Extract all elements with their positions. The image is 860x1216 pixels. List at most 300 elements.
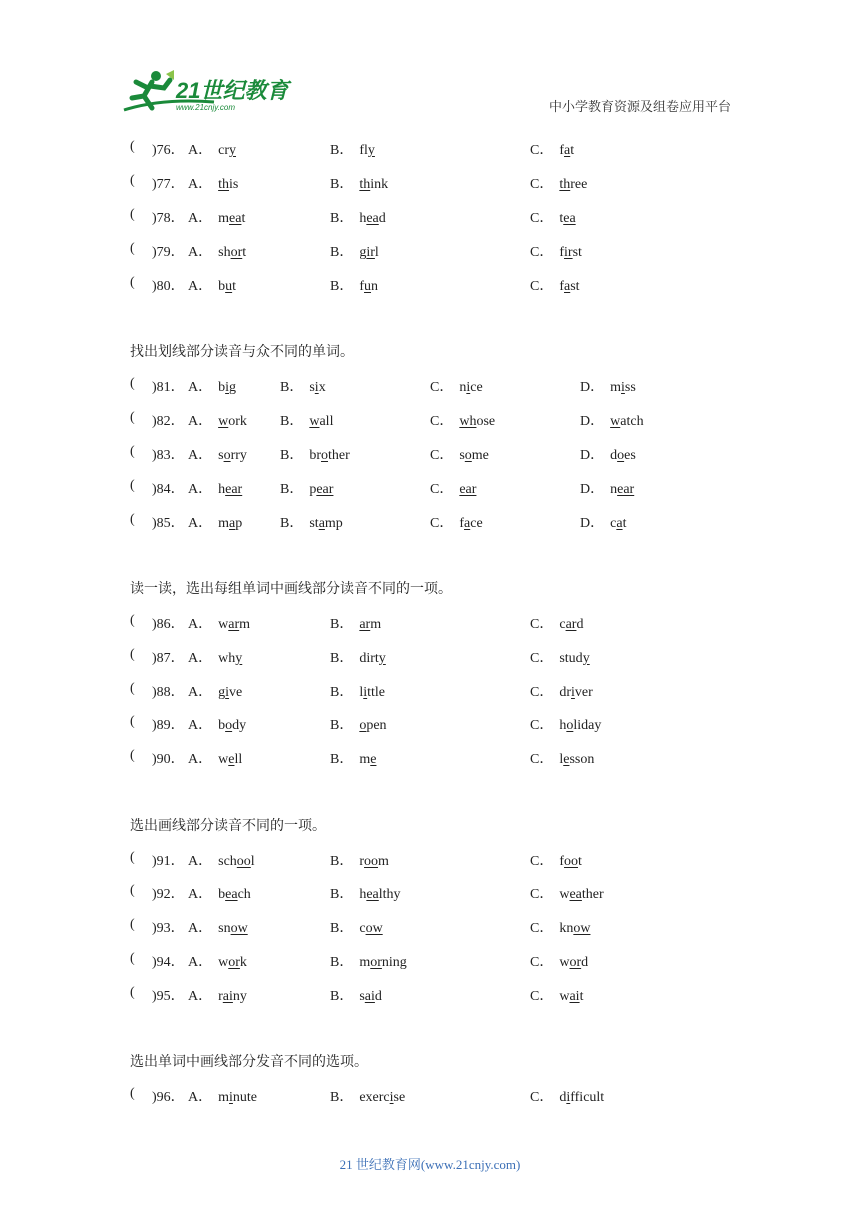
option-label: A． (188, 380, 213, 395)
option-word (459, 482, 476, 497)
option-word: beach (218, 887, 251, 902)
option-word: big (218, 380, 237, 395)
option-b (280, 444, 350, 464)
option-word: snow (218, 921, 248, 936)
option-c (530, 681, 593, 701)
option-b (280, 512, 343, 532)
option-label: B． (330, 955, 354, 970)
option-b (330, 1086, 405, 1106)
option-c (530, 275, 580, 295)
option-word: warm (218, 617, 251, 632)
answer-blank-open[interactable]: ( (130, 478, 135, 493)
option-label: A． (188, 752, 213, 767)
option-d (580, 478, 634, 498)
underlined-part: i (363, 685, 368, 700)
option-word: whose (459, 414, 496, 429)
option-label: B． (330, 651, 354, 666)
option-word: why (218, 651, 243, 666)
answer-blank-open[interactable]: ( (130, 444, 135, 459)
option-a (188, 714, 246, 734)
option-word: cat (610, 516, 627, 531)
option-c (530, 139, 574, 159)
option-c (430, 376, 483, 396)
svg-text:21世纪教育: 21世纪教育 (176, 78, 289, 103)
svg-text:www.21cnjy.com: www.21cnjy.com (176, 103, 235, 112)
question-number: )76． (152, 143, 185, 158)
option-b (330, 714, 387, 734)
option-a (188, 613, 250, 633)
option-word: cry (218, 143, 237, 158)
option-d (580, 410, 644, 430)
option-label: B． (330, 921, 354, 936)
answer-blank-open[interactable]: ( (130, 275, 135, 290)
option-a (188, 241, 246, 261)
underlined-part: or (370, 955, 382, 970)
option-label: A． (188, 245, 213, 260)
option-word: minute (218, 1090, 258, 1105)
option-word: first (559, 245, 582, 260)
option-word: little (359, 685, 386, 700)
option-label: B． (330, 143, 354, 158)
option-a (188, 173, 238, 193)
option-word: girl (359, 245, 379, 260)
option-label: A． (188, 279, 213, 294)
question-number: )86． (152, 617, 185, 632)
option-c (530, 714, 601, 734)
underlined-part: o (464, 448, 472, 463)
option-a (188, 207, 245, 227)
underlined-part: o (225, 718, 233, 733)
underlined-part: ea (225, 887, 238, 902)
option-label: C． (530, 651, 554, 666)
option-c (530, 647, 590, 667)
option-b (330, 748, 376, 768)
option-word: fly (359, 143, 375, 158)
option-label: C． (430, 380, 454, 395)
option-label: B． (280, 380, 304, 395)
underlined-part: ea (563, 211, 576, 226)
underlined-part: a (564, 143, 571, 158)
underlined-part: i (621, 380, 625, 395)
option-word: short (218, 245, 247, 260)
option-a (188, 917, 248, 937)
underlined-part: y (378, 651, 386, 666)
option-label: C． (530, 752, 554, 767)
underlined-part: ear (316, 482, 334, 497)
option-c (430, 512, 483, 532)
option-word: three (559, 177, 588, 192)
option-label: A． (188, 211, 213, 226)
option-word: foot (559, 854, 582, 869)
question-number: )88． (152, 685, 185, 700)
option-d (580, 444, 636, 464)
option-label: C． (530, 143, 554, 158)
underlined-part: ea (229, 211, 242, 226)
section-title: 找出划线部分读音与众不同的单词。 (130, 345, 354, 360)
option-label: B． (330, 854, 354, 869)
option-label: C． (530, 854, 554, 869)
option-label: B． (330, 752, 354, 767)
option-a (188, 139, 236, 159)
option-word: wall (309, 414, 334, 429)
option-word: arm (359, 617, 382, 632)
answer-blank-open[interactable]: ( (130, 985, 135, 1000)
option-label: B． (280, 448, 304, 463)
underlined-part: ar (228, 617, 240, 632)
option-label: B． (330, 1090, 354, 1105)
option-word: does (610, 448, 636, 463)
option-label: D． (580, 516, 605, 531)
underlined-part: w (218, 414, 229, 429)
underlined-part: o (566, 718, 574, 733)
option-word: six (309, 380, 326, 395)
option-b (330, 883, 401, 903)
option-label: C． (430, 516, 454, 531)
option-word: difficult (559, 1090, 605, 1105)
option-label: B． (280, 482, 304, 497)
underlined-part: ow (365, 921, 383, 936)
option-word: me (359, 752, 377, 767)
option-label: B． (330, 685, 354, 700)
option-label: C． (430, 448, 454, 463)
option-c (430, 478, 476, 498)
option-word: pear (309, 482, 334, 497)
answer-blank-open[interactable]: ( (130, 173, 135, 188)
option-c (430, 410, 495, 430)
question-number: )93． (152, 921, 185, 936)
question-number: )89． (152, 718, 185, 733)
option-b (280, 410, 333, 430)
answer-blank-open[interactable]: ( (130, 376, 135, 391)
option-label: C． (530, 617, 554, 632)
option-word: rainy (218, 989, 247, 1004)
underlined-part: a (229, 516, 236, 531)
option-word: well (218, 752, 243, 767)
underlined-part: y (235, 651, 243, 666)
option-c (530, 207, 576, 227)
option-label: A． (188, 685, 213, 700)
option-label: A． (188, 177, 213, 192)
option-label: D． (580, 482, 605, 497)
option-word: sorry (218, 448, 247, 463)
answer-blank-open[interactable]: ( (130, 613, 135, 628)
option-b (330, 173, 388, 193)
option-label: C． (530, 955, 554, 970)
option-word: wait (559, 989, 584, 1004)
question-number: )94． (152, 955, 185, 970)
option-b (330, 917, 383, 937)
option-label: B． (330, 177, 354, 192)
option-d (580, 376, 636, 396)
option-word: said (359, 989, 382, 1004)
option-word: word (559, 955, 589, 970)
question-number: )95． (152, 989, 185, 1004)
option-a (188, 376, 236, 396)
option-label: A． (188, 718, 213, 733)
option-word: map (218, 516, 243, 531)
option-a (188, 444, 247, 464)
question-number: )96． (152, 1090, 185, 1105)
answer-blank-open[interactable]: ( (130, 241, 135, 256)
underlined-part: y (582, 651, 590, 666)
underlined-part: ear (225, 482, 243, 497)
underlined-part: ow (573, 921, 591, 936)
question-number: )85． (152, 516, 185, 531)
option-label: C． (530, 279, 554, 294)
option-a (188, 681, 242, 701)
question-number: )79． (152, 245, 185, 260)
underlined-part: i (571, 685, 575, 700)
option-word: work (218, 955, 247, 970)
question-number: )84． (152, 482, 185, 497)
option-d (580, 512, 626, 532)
option-a (188, 883, 251, 903)
option-word: open (359, 718, 387, 733)
option-word: dirty (359, 651, 386, 666)
question-number: )92． (152, 887, 185, 902)
underlined-part: ai (569, 989, 580, 1004)
underlined-part: i (566, 1090, 571, 1105)
option-word: face (459, 516, 483, 531)
option-word: lesson (559, 752, 595, 767)
option-b (280, 478, 333, 498)
underlined-part: o (617, 448, 625, 463)
underlined-part: th (559, 177, 571, 192)
underlined-part: w (610, 414, 621, 429)
underlined-part: y (367, 143, 375, 158)
option-label: A． (188, 617, 213, 632)
option-label: A． (188, 143, 213, 158)
option-word: work (218, 414, 247, 429)
option-label: C． (530, 989, 554, 1004)
option-word: study (559, 651, 590, 666)
option-label: B． (280, 414, 304, 429)
underlined-part: i (225, 380, 230, 395)
option-label: C． (530, 211, 554, 226)
option-word: some (459, 448, 489, 463)
underlined-part: th (359, 177, 371, 192)
underlined-part: ow (230, 921, 248, 936)
option-c (530, 173, 587, 193)
underlined-part: w (309, 414, 320, 429)
page-footer: 21 世纪教育网(www.21cnjy.com) (339, 1157, 521, 1172)
option-c (530, 951, 588, 971)
answer-blank-open[interactable]: ( (130, 1086, 135, 1101)
option-a (188, 850, 255, 870)
underlined-part: ar (359, 617, 371, 632)
option-a (188, 512, 242, 532)
option-word: know (559, 921, 591, 936)
option-word: this (218, 177, 239, 192)
option-a (188, 748, 242, 768)
option-label: C． (430, 414, 454, 429)
underlined-part: i (229, 1090, 233, 1105)
underlined-part: ear (617, 482, 635, 497)
underlined-part: e (228, 752, 235, 767)
underlined-part: or (230, 245, 243, 260)
option-label: D． (580, 414, 605, 429)
option-word: room (359, 854, 389, 869)
underlined-part: a (464, 516, 471, 531)
option-label: B． (330, 279, 354, 294)
underlined-part: i (466, 380, 471, 395)
question-number: )78． (152, 211, 185, 226)
option-label: A． (188, 887, 213, 902)
option-label: A． (188, 921, 213, 936)
option-b (330, 613, 381, 633)
option-c (530, 1086, 604, 1106)
answer-blank-open[interactable]: ( (130, 512, 135, 527)
answer-blank-open[interactable]: ( (130, 714, 135, 729)
option-b (330, 139, 375, 159)
underlined-part: ar (565, 617, 577, 632)
option-label: B． (330, 887, 354, 902)
answer-blank-open[interactable]: ( (130, 748, 135, 763)
underlined-part: oo (564, 854, 579, 869)
option-label: C． (530, 718, 554, 733)
answer-blank-open[interactable]: ( (130, 681, 135, 696)
option-label: C． (530, 887, 554, 902)
option-label: A． (188, 651, 213, 666)
underlined-part: a (616, 516, 623, 531)
option-c (530, 883, 604, 903)
option-word: nice (459, 380, 483, 395)
underlined-part: th (218, 177, 230, 192)
underlined-part: oo (364, 854, 379, 869)
section-title: 选出画线部分读音不同的一项。 (130, 819, 326, 834)
option-b (280, 376, 326, 396)
option-label: A． (188, 854, 213, 869)
option-c (430, 444, 489, 464)
option-label: A． (188, 414, 213, 429)
option-b (330, 850, 389, 870)
option-word: brother (309, 448, 350, 463)
answer-blank-open[interactable]: ( (130, 951, 135, 966)
question-number: )87． (152, 651, 185, 666)
option-word: cow (359, 921, 383, 936)
option-word: fun (359, 279, 379, 294)
option-b (330, 207, 386, 227)
underlined-part: ai (364, 989, 375, 1004)
option-word: card (559, 617, 584, 632)
option-word: holiday (559, 718, 602, 733)
answer-blank-open[interactable]: ( (130, 917, 135, 932)
option-b (330, 241, 379, 261)
option-word: driver (559, 685, 593, 700)
option-word: healthy (359, 887, 401, 902)
option-word: meat (218, 211, 246, 226)
answer-blank-open[interactable]: ( (130, 647, 135, 662)
answer-blank-open[interactable]: ( (130, 883, 135, 898)
option-word: near (610, 482, 635, 497)
option-label: A． (188, 516, 213, 531)
option-label: D． (580, 380, 605, 395)
underlined-part: i (314, 380, 319, 395)
option-c (530, 917, 590, 937)
option-word: weather (559, 887, 604, 902)
underlined-part: y (229, 143, 237, 158)
page-header (0, 0, 860, 125)
option-label: B． (330, 211, 354, 226)
option-c (530, 613, 583, 633)
underlined-part: e (563, 752, 570, 767)
option-word: stamp (309, 516, 343, 531)
section-title: 读一读，选出每组单词中画线部分读音不同的一项。 (130, 582, 452, 597)
option-word: fat (559, 143, 575, 158)
question-number: )90． (152, 752, 185, 767)
option-a (188, 410, 247, 430)
option-word: watch (610, 414, 644, 429)
question-number: )91． (152, 854, 185, 869)
answer-blank-open[interactable]: ( (130, 139, 135, 154)
option-a (188, 647, 242, 667)
option-c (530, 850, 582, 870)
underlined-part: u (364, 279, 372, 294)
option-label: C． (530, 921, 554, 936)
answer-blank-open[interactable]: ( (130, 850, 135, 865)
underlined-part: ea (569, 887, 582, 902)
option-word: think (359, 177, 389, 192)
option-c (530, 985, 583, 1005)
option-b (330, 647, 386, 667)
underlined-part: ea (366, 211, 379, 226)
underlined-part: oo (236, 854, 251, 869)
question-number: )83． (152, 448, 185, 463)
option-label: C． (530, 177, 554, 192)
underlined-part: o (321, 448, 329, 463)
option-label: B． (330, 989, 354, 1004)
option-word: morning (359, 955, 407, 970)
underlined-part: a (318, 516, 325, 531)
underlined-part: ir (366, 245, 375, 260)
option-label: C． (430, 482, 454, 497)
question-number: )82． (152, 414, 185, 429)
option-word: give (218, 685, 243, 700)
option-b (330, 681, 385, 701)
underlined-part: wh (459, 414, 477, 429)
answer-blank-open[interactable]: ( (130, 410, 135, 425)
option-a (188, 275, 236, 295)
underlined-part: or (569, 955, 582, 970)
option-label: B． (330, 718, 354, 733)
question-number: )77． (152, 177, 185, 192)
option-a (188, 478, 242, 498)
option-word: head (359, 211, 386, 226)
option-label: C． (530, 245, 554, 260)
option-word: hear (218, 482, 243, 497)
option-label: C． (530, 685, 554, 700)
option-label: A． (188, 482, 213, 497)
logo (122, 68, 292, 114)
option-label: D． (580, 448, 605, 463)
underlined-part: or (228, 955, 240, 970)
underlined-part: ir (564, 245, 573, 260)
option-label: A． (188, 955, 213, 970)
answer-blank-open[interactable]: ( (130, 207, 135, 222)
underlined-part: ai (222, 989, 233, 1004)
option-c (530, 748, 594, 768)
option-label: B． (330, 617, 354, 632)
option-label: A． (188, 989, 213, 1004)
underlined-part: e (370, 752, 377, 767)
platform-name: 中小学教育资源及组卷应用平台 (549, 99, 732, 114)
option-a (188, 1086, 257, 1106)
underlined-part: u (225, 279, 233, 294)
option-word: exercise (359, 1090, 406, 1105)
option-word: miss (610, 380, 636, 395)
option-a (188, 951, 247, 971)
underlined-part: o (223, 448, 231, 463)
